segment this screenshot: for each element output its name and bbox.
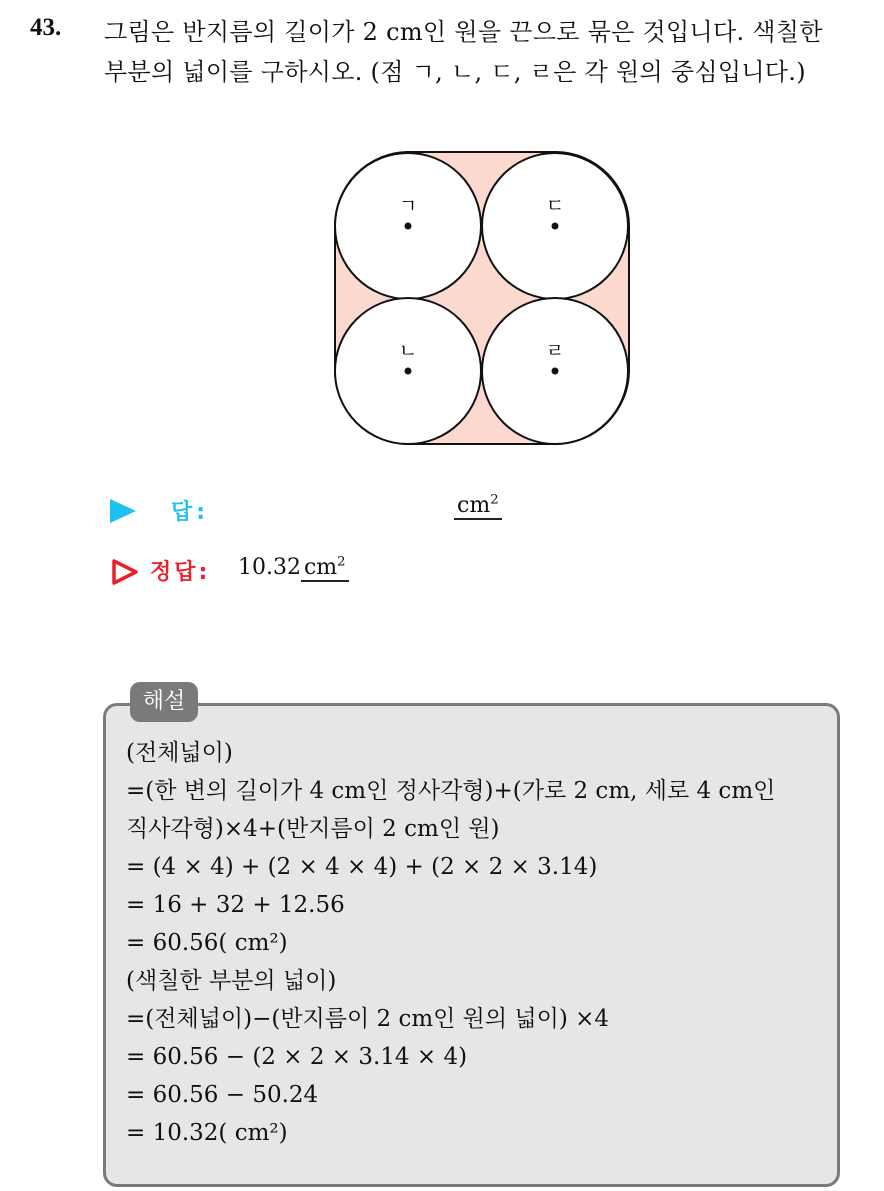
correct-answer-row bbox=[108, 553, 708, 589]
center-dot-nieun bbox=[405, 368, 412, 375]
answer-blank[interactable] bbox=[454, 493, 502, 520]
solution-lines bbox=[126, 734, 836, 1152]
solution-line: =(한 변의 길이가 4 cm인 정사각형)+(가로 2 cm, 세로 4 cm인 bbox=[126, 778, 776, 804]
outline-arrow-icon bbox=[110, 557, 140, 587]
solution-line: = 16 + 32 + 12.56 bbox=[126, 892, 345, 918]
center-dot-giyeok bbox=[405, 223, 412, 230]
solution-line: = 60.56( cm²) bbox=[126, 930, 288, 956]
solution-line: (전체넓이) bbox=[126, 740, 233, 766]
center-dot-digeut bbox=[552, 223, 559, 230]
question-line-2: 부분의 넓이를 구하시오. (점 ㄱ, ㄴ, ㄷ, ㄹ은 각 원의 중심입니다.) bbox=[104, 58, 806, 86]
solution-line: = 10.32( cm²) bbox=[126, 1120, 288, 1146]
solution-line: = (4 × 4) + (2 × 4 × 4) + (2 × 2 × 3.14) bbox=[126, 854, 598, 880]
correct-unit-exp: 2 bbox=[337, 554, 346, 570]
question-line-1: 그림은 반지름의 길이가 2 cm인 원을 끈으로 묶은 것입니다. 색칠한 bbox=[104, 18, 823, 46]
correct-value-number: 10.32 bbox=[238, 555, 301, 580]
correct-value-unit bbox=[301, 555, 349, 582]
question-number: 43. bbox=[30, 14, 62, 41]
solution-line: = 60.56 − 50.24 bbox=[126, 1082, 319, 1108]
correct-answer-label: 정답: bbox=[150, 560, 211, 585]
solution-tag: 해설 bbox=[130, 682, 198, 722]
label-nieun: ㄴ bbox=[398, 340, 418, 362]
question-text bbox=[104, 12, 874, 92]
answer-unit-exp: 2 bbox=[490, 492, 499, 508]
correct-unit-base: cm bbox=[303, 555, 338, 580]
answer-label: 답: bbox=[171, 500, 210, 525]
solution-line: = 60.56 − (2 × 2 × 3.14 × 4) bbox=[126, 1044, 468, 1070]
label-digeut: ㄷ bbox=[545, 195, 565, 217]
solution-line: (색칠한 부분의 넓이) bbox=[126, 968, 337, 994]
label-rieul: ㄹ bbox=[545, 340, 565, 362]
correct-answer-value bbox=[238, 555, 349, 580]
solution-line: 직사각형)×4+(반지름이 2 cm인 원) bbox=[126, 816, 500, 842]
center-dot-rieul bbox=[552, 368, 559, 375]
answer-row bbox=[108, 493, 708, 529]
play-arrow-icon bbox=[110, 499, 136, 523]
label-giyeok: ㄱ bbox=[398, 195, 418, 217]
circles-figure bbox=[333, 150, 631, 446]
answer-unit-base: cm bbox=[457, 493, 491, 518]
solution-line: =(전체넓이)−(반지름이 2 cm인 원의 넓이) ×4 bbox=[126, 1006, 610, 1032]
